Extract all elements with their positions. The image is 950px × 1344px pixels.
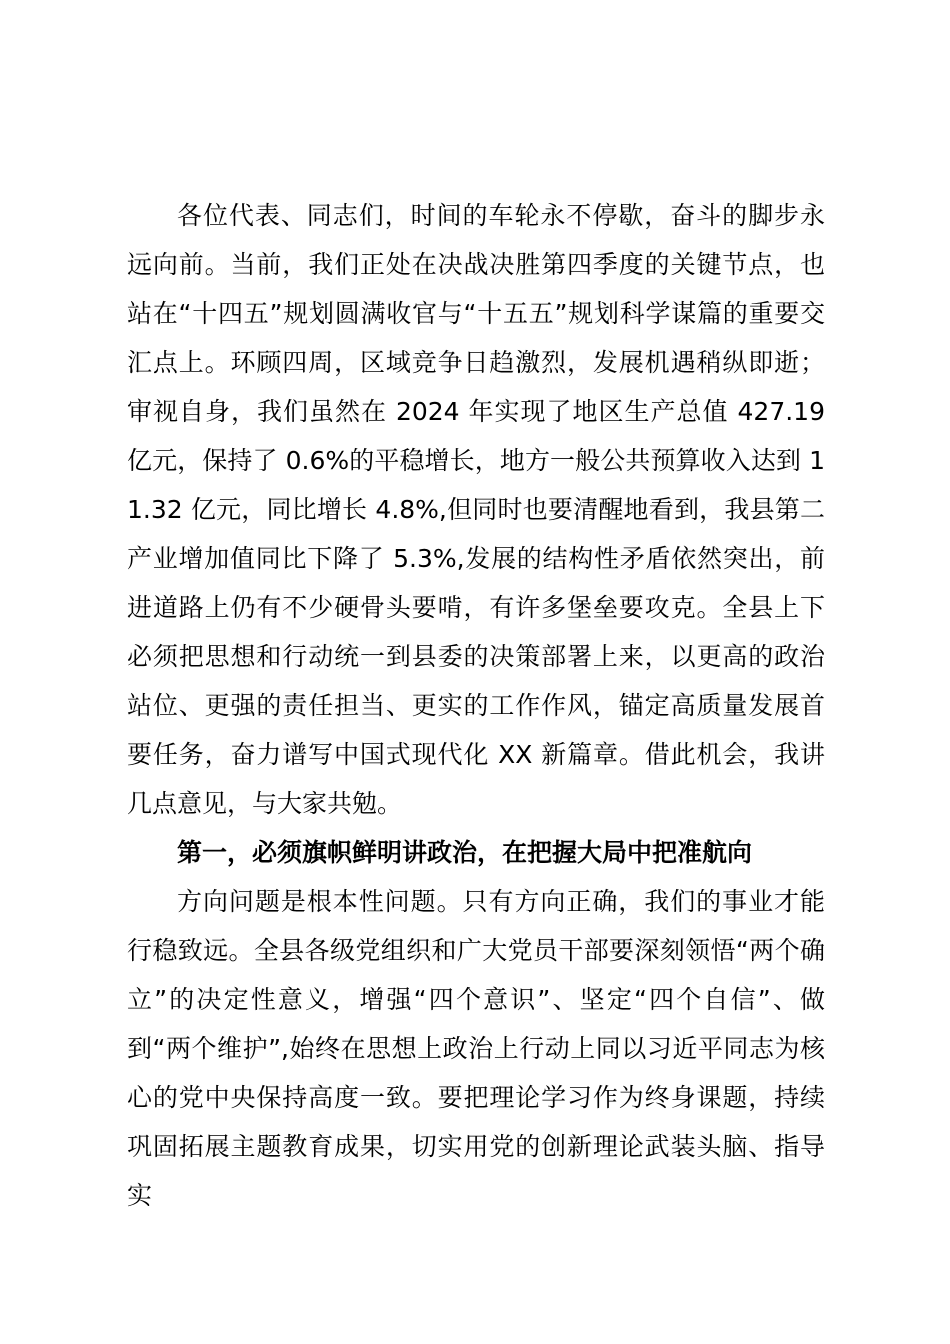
section-paragraph: 方向问题是根本性问题。只有方向正确，我们的事业才能行稳致远。全县各级党组织和广大党员干部要深刻领悟“两个确立”的决定性意义，增强“四个意识”、坚定“四个自信”、做到“两个维护”,始终在思想上政治上行动上同以习近平同志为核心的党中央保持高度一致。要把理论学习作为终身课题，持续巩固拓展主题教育成果，切实用党的创新理论武装头脑、指导实	[127, 887, 825, 1210]
opening-paragraph: 各位代表、同志们，时间的车轮永不停歇，奋斗的脚步永远向前。当前，我们正处在决战决胜第四季度的关键节点，也站在“十四五”规划圆满收官与“十五五”规划科学谋篇的重要交汇点上。环顾四周，区域竞争日趋激烈，发展机遇稍纵即逝；审视自身，我们虽然在 2024 年实现了地区生产总值 427.19 亿元，保持了 0.6%的平稳增长，地方一般公共预算收入达到 11.32 亿元，同比增长 4.8%,但同时也要清醒地看到，我县第二产业增加值同比下降了 5.3%,发展的结构性矛盾依然突出，前进道路上仍有不少硬骨头要啃，有许多堡垒要攻克。全县上下必须把思想和行动统一到县委的决策部署上来，以更高的政治站位、更强的责任担当、更实的工作作风，锚定高质量发展首要任务，奋力谱写中国式现代化 XX 新篇章。借此机会，我讲几点意见，与大家共勉。	[127, 201, 825, 818]
section-heading: 第一，必须旗帜鲜明讲政治，在把握大局中把准航向	[177, 838, 753, 867]
document-body	[127, 191, 825, 1220]
